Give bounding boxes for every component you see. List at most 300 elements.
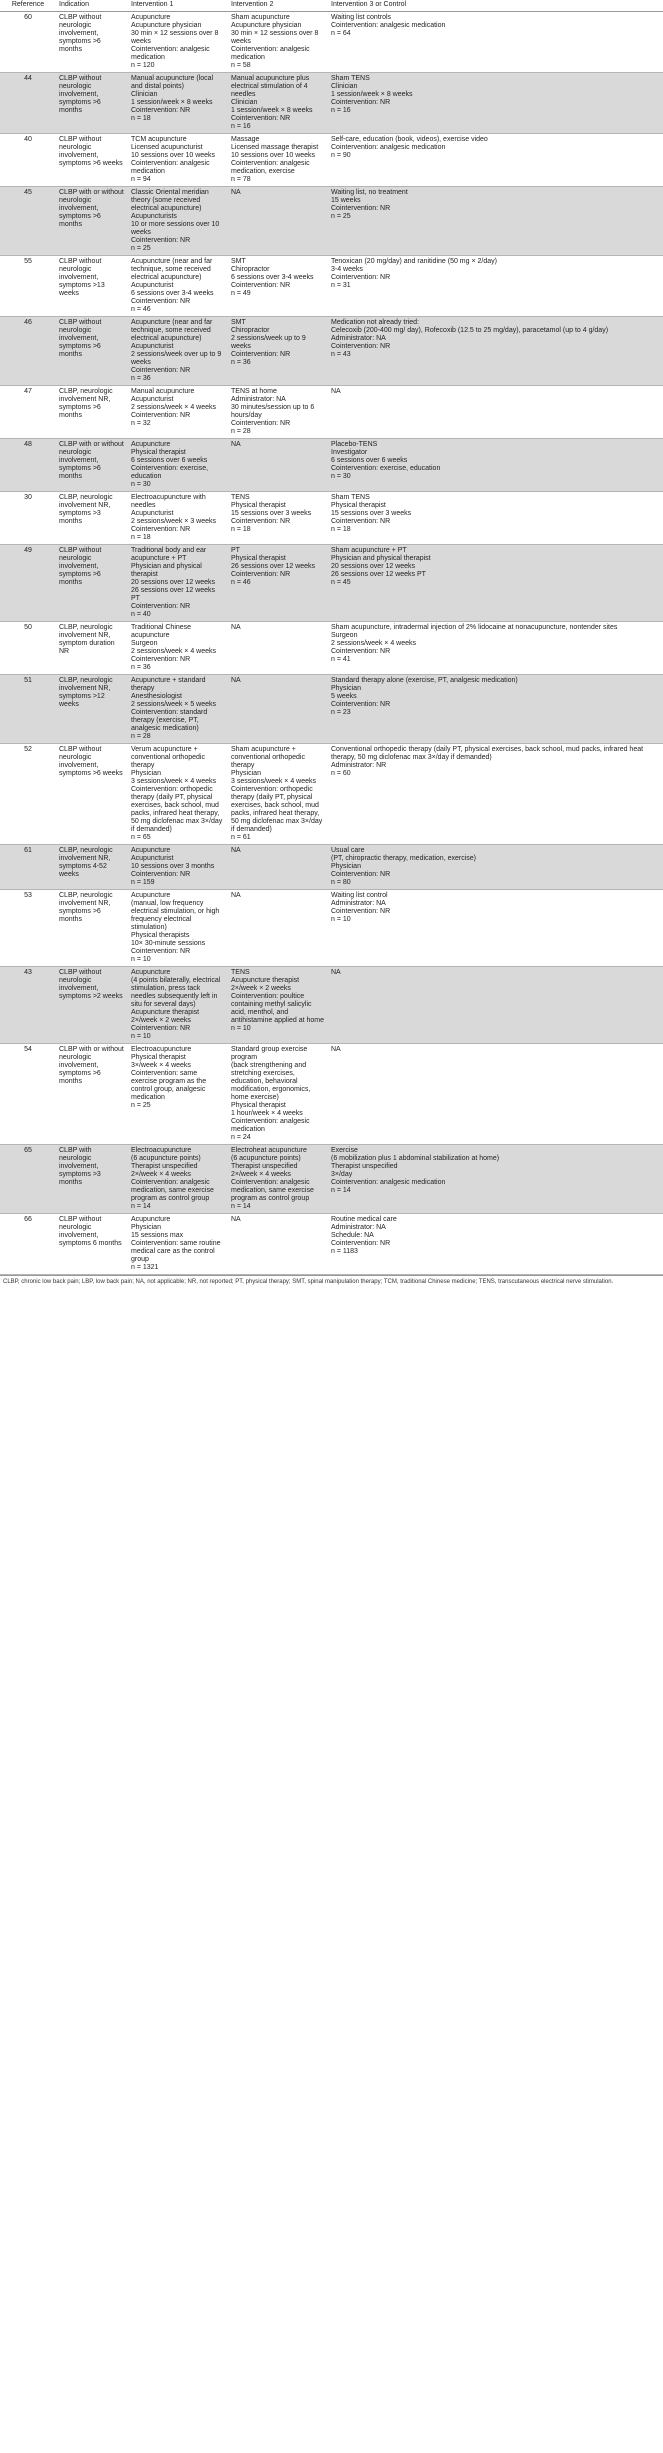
cell-intervention-2 (228, 12, 328, 73)
cell-intervention-2 (228, 134, 328, 187)
cell-indication: CLBP without neurologic involvement, symptoms >6 weeks (56, 134, 128, 187)
cell-line: 15 weeks (331, 197, 361, 204)
cell-line: n = 78 (231, 176, 251, 183)
cell-line: Cointervention: analgesic medication (331, 22, 446, 29)
cell-line: Routine medical care (331, 1216, 397, 1223)
cell-reference: 50 (0, 622, 56, 675)
cell-indication: CLBP, neurologic involvement NR, symptom duration NR (56, 622, 128, 675)
cell-line: 15 sessions max (131, 1232, 184, 1239)
cell-line: Self-care, education (book, videos), exercise video (331, 136, 488, 143)
cell-line: Cointervention: NR (131, 526, 191, 533)
cell-line: TCM acupuncture (131, 136, 187, 143)
cell-line: Physical therapist (231, 1102, 286, 1109)
cell-line: Physician and physical therapist (331, 555, 431, 562)
table-row (0, 12, 663, 73)
cell-line: n = 40 (131, 611, 151, 618)
cell-line: (4 points bilaterally, electrical stimulation, press tack needles subsequently left in situ for several days) (131, 977, 221, 1008)
cell-line: Cointervention: analgesic medication (331, 1179, 446, 1186)
cell-intervention-2 (228, 317, 328, 386)
cell-line: Physical therapist (131, 449, 186, 456)
cell-line: n = 28 (131, 733, 151, 740)
cell-line: 3×/day (331, 1171, 353, 1178)
header-intervention-2: Intervention 2 (228, 0, 328, 12)
cell-line: 26 sessions over 12 weeks PT (331, 571, 426, 578)
table-body (0, 12, 663, 1275)
cell-indication: CLBP with or without neurologic involvement, symptoms >6 months (56, 439, 128, 492)
cell-line: Conventional orthopedic therapy (daily PT, physical exercises, back school, mud packs, infrared heat therapy, 50 mg diclofenac max 3×/day if demanded) (331, 746, 644, 761)
cell-intervention-1 (128, 386, 228, 439)
cell-line: Physical therapists (131, 932, 190, 939)
cell-line: SMT (231, 319, 246, 326)
cell-line: Cointervention: analgesic medication (331, 144, 446, 151)
header-reference: Reference (0, 0, 56, 12)
table-row (0, 545, 663, 622)
cell-line: 6 sessions over 3-4 weeks (131, 290, 214, 297)
cell-line: (6 mobilization plus 1 abdominal stabilization at home) (331, 1155, 500, 1162)
cell-line: Physician (331, 685, 361, 692)
cell-line: Acupuncture (near and far technique, some received electrical acupuncture) (131, 319, 213, 342)
cell-line: Physical therapist (331, 502, 386, 509)
cell-line: Acupuncturist (131, 282, 174, 289)
cell-line: 10 sessions over 3 months (131, 863, 215, 870)
cell-line: Waiting list control (331, 892, 388, 899)
cell-reference: 49 (0, 545, 56, 622)
cell-line: Sham acupuncture + conventional orthopedic therapy (231, 746, 305, 769)
cell-line: Cointervention: analgesic medication (231, 1118, 310, 1133)
cell-intervention-1 (128, 439, 228, 492)
cell-line: n = 32 (131, 420, 151, 427)
cell-intervention-3 (328, 256, 663, 317)
cell-line: NA (331, 1046, 341, 1053)
cell-line: 2 sessions/week × 4 weeks (131, 648, 217, 655)
cell-line: Cointervention: NR (231, 282, 291, 289)
cell-line: Massage (231, 136, 260, 143)
cell-line: Cointervention: NR (331, 871, 391, 878)
cell-intervention-3 (328, 622, 663, 675)
cell-line: Sham acupuncture (231, 14, 290, 21)
cell-line: n = 36 (131, 375, 151, 382)
cell-intervention-3 (328, 12, 663, 73)
cell-line: Physician (231, 770, 261, 777)
cell-line: n = 18 (331, 526, 351, 533)
cell-intervention-2 (228, 622, 328, 675)
cell-line: Acupuncture (131, 14, 171, 21)
cell-line: Chiropractor (231, 266, 270, 273)
cell-reference: 45 (0, 187, 56, 256)
table-row (0, 967, 663, 1044)
table-header (0, 0, 663, 12)
cell-intervention-2 (228, 439, 328, 492)
cell-line: Administrator: NA (331, 1224, 386, 1231)
cell-intervention-1 (128, 73, 228, 134)
cell-line: 30 min × 12 sessions over 8 weeks (131, 30, 219, 45)
cell-line: Acupuncture (131, 969, 171, 976)
cell-indication: CLBP with or without neurologic involvement, symptoms >6 months (56, 187, 128, 256)
cell-line: Acupuncture (131, 441, 171, 448)
cell-line: 30 minutes/session up to 6 hours/day (231, 404, 315, 419)
cell-line: Cointervention: NR (231, 571, 291, 578)
cell-line: Cointervention: standard therapy (exercise, PT, analgesic medication) (131, 709, 208, 732)
cell-intervention-3 (328, 317, 663, 386)
cell-line: NA (231, 189, 241, 196)
cell-reference: 52 (0, 744, 56, 845)
cell-line: Acupuncture (near and far technique, some received electrical acupuncture) (131, 258, 213, 281)
cell-intervention-1 (128, 967, 228, 1044)
cell-line: Physical therapist (231, 502, 286, 509)
cell-line: 1 hour/week × 4 weeks (231, 1110, 303, 1117)
cell-reference: 43 (0, 967, 56, 1044)
cell-line: n = 24 (231, 1134, 251, 1141)
cell-line: Manual acupuncture plus electrical stimulation of 4 needles (231, 75, 310, 98)
cell-line: Cointervention: NR (331, 518, 391, 525)
cell-line: Administrator: NA (231, 396, 286, 403)
cell-line: Cointervention: analgesic medication, same exercise program as control group (231, 1179, 314, 1202)
cell-line: n = 25 (331, 213, 351, 220)
cell-intervention-2 (228, 187, 328, 256)
table-row (0, 622, 663, 675)
cell-line: n = 1183 (331, 1248, 358, 1255)
cell-indication: CLBP with neurologic involvement, symptoms >3 months (56, 1145, 128, 1214)
cell-line: Acupuncturist (131, 510, 174, 517)
cell-line: PT (231, 547, 240, 554)
table-row (0, 317, 663, 386)
cell-reference: 66 (0, 1214, 56, 1275)
cell-line: NA (231, 892, 241, 899)
cell-line: Cointervention: NR (131, 948, 191, 955)
cell-line: Cointervention: orthopedic therapy (daily PT, physical exercises, back school, mud packs, infrared heat therapy, 50 mg diclofenac max 3×/day if demanded) (231, 786, 323, 833)
cell-line: n = 28 (231, 428, 251, 435)
cell-line: Cointervention: NR (331, 648, 391, 655)
table-row (0, 256, 663, 317)
cell-line: n = 43 (331, 351, 351, 358)
cell-line: Sham TENS (331, 494, 370, 501)
cell-line: 6 sessions over 6 weeks (131, 457, 208, 464)
header-intervention-1: Intervention 1 (128, 0, 228, 12)
cell-intervention-1 (128, 622, 228, 675)
cell-indication: CLBP with or without neurologic involvement, symptoms >6 months (56, 1044, 128, 1145)
cell-line: 15 sessions over 3 weeks (231, 510, 312, 517)
header-row (0, 0, 663, 12)
cell-intervention-1 (128, 890, 228, 967)
cell-line: 2×/week × 4 weeks (131, 1171, 191, 1178)
cell-intervention-3 (328, 890, 663, 967)
cell-reference: 30 (0, 492, 56, 545)
cell-intervention-3 (328, 744, 663, 845)
cell-indication: CLBP, neurologic involvement NR, symptoms >6 months (56, 890, 128, 967)
cell-line: 2 sessions/week × 4 weeks (131, 404, 217, 411)
cell-line: NA (231, 1216, 241, 1223)
cell-line: Cointervention: poultice containing methyl salicylic acid, menthol, and antihistamine applied at home (231, 993, 325, 1024)
cell-line: Classic Oriental meridian theory (some received electrical acupuncture) (131, 189, 209, 212)
cell-intervention-2 (228, 1214, 328, 1275)
cell-line: Cointervention: analgesic medication, exercise (231, 160, 310, 175)
cell-line: Acupuncturist (131, 855, 174, 862)
cell-line: n = 159 (131, 879, 155, 886)
cell-indication: CLBP without neurologic involvement, symptoms >6 months (56, 545, 128, 622)
cell-line: TENS at home (231, 388, 277, 395)
cell-reference: 65 (0, 1145, 56, 1214)
table-row (0, 1214, 663, 1275)
cell-line: n = 18 (131, 534, 151, 541)
cell-intervention-1 (128, 1214, 228, 1275)
cell-line: (back strengthening and stretching exercises, education, behavioral modification, ergonomics, home exercise) (231, 1062, 311, 1101)
cell-line: Cointervention: analgesic medication, same exercise program as control group (131, 1179, 214, 1202)
cell-line: Cointervention: NR (331, 1240, 391, 1247)
cell-line: Standard group exercise program (231, 1046, 308, 1061)
cell-line: Cointervention: same exercise program as the control group, analgesic medication (131, 1070, 207, 1101)
cell-intervention-3 (328, 73, 663, 134)
table-row (0, 187, 663, 256)
cell-intervention-1 (128, 675, 228, 744)
cell-line: Manual acupuncture (131, 388, 195, 395)
cell-line: 26 sessions over 12 weeks PT (131, 587, 216, 602)
cell-line: Cointervention: analgesic medication (231, 46, 310, 61)
table-footnote: CLBP, chronic low back pain; LBP, low back pain; NA, not applicable; NR, not reported; PT, physical therapy; SMT, spinal manipulation therapy; TCM, traditional Chinese medicine; TENS, transcutaneous electrical nerve stimulation. (0, 1275, 663, 1286)
cell-line: n = 64 (331, 30, 351, 37)
table-row (0, 1044, 663, 1145)
cell-intervention-1 (128, 256, 228, 317)
cell-line: 3×/week × 4 weeks (131, 1062, 191, 1069)
cell-intervention-3 (328, 967, 663, 1044)
cell-line: Acupuncture (131, 892, 171, 899)
cell-line: 10 sessions over 10 weeks (231, 152, 316, 159)
cell-line: Surgeon (331, 632, 358, 639)
cell-line: Licensed acupuncturist (131, 144, 203, 151)
cell-line: 3 sessions/week × 4 weeks (131, 778, 217, 785)
cell-line: Cointervention: NR (131, 871, 191, 878)
cell-line: n = 14 (331, 1187, 351, 1194)
cell-line: Sham TENS (331, 75, 370, 82)
header-intervention-3: Intervention 3 or Control (328, 0, 663, 12)
cell-reference: 46 (0, 317, 56, 386)
cell-line: n = 14 (131, 1203, 151, 1210)
cell-intervention-2 (228, 845, 328, 890)
cell-line: n = 16 (331, 107, 351, 114)
cell-line: Traditional body and ear acupuncture + PT (131, 547, 207, 562)
table-row (0, 439, 663, 492)
cell-line: n = 14 (231, 1203, 251, 1210)
cell-line: 2×/week × 2 weeks (231, 985, 291, 992)
cell-indication: CLBP without neurologic involvement, symptoms >2 weeks (56, 967, 128, 1044)
cell-line: Acupuncturist (131, 396, 174, 403)
cell-line: n = 23 (331, 709, 351, 716)
cell-line: Physical therapist (131, 1054, 186, 1061)
cell-line: Cointervention: NR (331, 274, 391, 281)
cell-line: n = 10 (131, 1033, 151, 1040)
cell-intervention-3 (328, 675, 663, 744)
cell-intervention-3 (328, 386, 663, 439)
cell-indication: CLBP without neurologic involvement, symptoms >6 months (56, 73, 128, 134)
cell-intervention-2 (228, 256, 328, 317)
cell-line: Waiting list controls (331, 14, 392, 21)
cell-line: Cointervention: NR (131, 1025, 191, 1032)
cell-intervention-1 (128, 492, 228, 545)
cell-line: 3-4 weeks (331, 266, 363, 273)
cell-intervention-1 (128, 845, 228, 890)
cell-line: n = 61 (231, 834, 251, 841)
cell-line: Surgeon (131, 640, 158, 647)
cell-intervention-2 (228, 967, 328, 1044)
cell-intervention-3 (328, 439, 663, 492)
cell-line: Cointervention: NR (331, 205, 391, 212)
cell-line: n = 90 (331, 152, 351, 159)
header-indication: Indication (56, 0, 128, 12)
cell-line: n = 10 (131, 956, 151, 963)
cell-line: Anesthesiologist (131, 693, 182, 700)
cell-line: 2 sessions/week × 4 weeks (331, 640, 417, 647)
table-row (0, 744, 663, 845)
cell-line: n = 25 (131, 245, 151, 252)
cell-line: (PT, chiropractic therapy, medication, exercise) (331, 855, 476, 862)
cell-line: Administrator: NA (331, 900, 386, 907)
cell-indication: CLBP, neurologic involvement NR, symptoms >12 weeks (56, 675, 128, 744)
cell-line: Acupuncture therapist (231, 977, 300, 984)
cell-line: Therapist unspecified (331, 1163, 398, 1170)
cell-line: Cointervention: exercise, education (131, 465, 209, 480)
table-row (0, 386, 663, 439)
cell-line: Medication not already tried: (331, 319, 419, 326)
cell-intervention-3 (328, 1044, 663, 1145)
cell-line: 10 sessions over 10 weeks (131, 152, 216, 159)
cell-line: 2 sessions/week over up to 9 weeks (131, 351, 222, 366)
cell-line: (6 acupuncture points) (131, 1155, 201, 1162)
cell-line: Physician (131, 1224, 161, 1231)
cell-line: Electroacupuncture (131, 1147, 192, 1154)
cell-line: SMT (231, 258, 246, 265)
cell-line: Cointervention: NR (331, 99, 391, 106)
cell-line: n = 120 (131, 62, 155, 69)
cell-line: NA (231, 677, 241, 684)
cell-line: 3 sessions/week × 4 weeks (231, 778, 317, 785)
cell-line: Verum acupuncture + conventional orthopedic therapy (131, 746, 205, 769)
cell-line: 1 session/week × 8 weeks (231, 107, 313, 114)
cell-line: 20 sessions over 12 weeks (331, 563, 416, 570)
cell-intervention-3 (328, 1214, 663, 1275)
cell-indication: CLBP without neurologic involvement, symptoms >6 months (56, 12, 128, 73)
cell-line: Administrator: NR (331, 762, 387, 769)
cell-line: Acupuncture physician (131, 22, 202, 29)
cell-line: n = 45 (331, 579, 351, 586)
cell-line: Cointervention: NR (231, 115, 291, 122)
cell-intervention-3 (328, 492, 663, 545)
cell-line: Sham acupuncture + PT (331, 547, 407, 554)
cell-line: (manual, low frequency electrical stimulation, or high frequency electrical stimulation) (131, 900, 220, 931)
cell-intervention-3 (328, 1145, 663, 1214)
cell-line: Investigator (331, 449, 368, 456)
cell-line: Traditional Chinese acupuncture (131, 624, 192, 639)
cell-intervention-2 (228, 744, 328, 845)
cell-intervention-2 (228, 386, 328, 439)
cell-line: NA (231, 847, 241, 854)
cell-indication: CLBP without neurologic involvement, symptoms >13 weeks (56, 256, 128, 317)
cell-line: 1 session/week × 8 weeks (131, 99, 213, 106)
table-row (0, 845, 663, 890)
cell-line: NA (331, 388, 341, 395)
cell-line: Cointervention: same routine medical care as the control group (131, 1240, 221, 1263)
cell-reference: 53 (0, 890, 56, 967)
cell-reference: 47 (0, 386, 56, 439)
cell-intervention-3 (328, 134, 663, 187)
cell-line: Cointervention: NR (131, 237, 191, 244)
cell-intervention-3 (328, 545, 663, 622)
cell-line: TENS (231, 969, 250, 976)
cell-line: n = 1321 (131, 1264, 159, 1271)
cell-intervention-1 (128, 134, 228, 187)
cell-line: Cointervention: orthopedic therapy (daily PT, physical exercises, back school, mud packs, infrared heat therapy, 50 mg diclofenac max 3×/day if demanded) (131, 786, 223, 833)
cell-line: Electroheat acupuncture (231, 1147, 307, 1154)
cell-line: Administrator: NA (331, 335, 386, 342)
cell-line: n = 80 (331, 879, 351, 886)
cell-line: Cointervention: NR (131, 107, 191, 114)
cell-line: n = 18 (231, 526, 251, 533)
table-row (0, 73, 663, 134)
cell-line: Licensed massage therapist (231, 144, 319, 151)
cell-line: Electroacupuncture (131, 1046, 192, 1053)
cell-line: NA (231, 441, 241, 448)
cell-indication: CLBP without neurologic involvement, symptoms >6 weeks (56, 744, 128, 845)
cell-line: Cointervention: NR (331, 701, 391, 708)
cell-line: 15 sessions over 3 weeks (331, 510, 412, 517)
cell-line: Cointervention: NR (231, 351, 291, 358)
cell-line: Electroacupuncture with needles (131, 494, 206, 509)
cell-line: NA (231, 624, 241, 631)
cell-line: 26 sessions over 12 weeks (231, 563, 316, 570)
cell-indication: CLBP, neurologic involvement NR, symptoms >6 months (56, 386, 128, 439)
cell-intervention-1 (128, 1145, 228, 1214)
cell-line: Acupuncturists (131, 213, 177, 220)
cell-line: Acupuncture physician (231, 22, 302, 29)
cell-intervention-2 (228, 545, 328, 622)
cell-reference: 55 (0, 256, 56, 317)
cell-intervention-2 (228, 492, 328, 545)
cell-line: Cointervention: NR (331, 343, 391, 350)
cell-line: Cointervention: NR (231, 420, 291, 427)
cell-line: NA (331, 969, 341, 976)
cell-line: Cointervention: NR (131, 603, 191, 610)
cell-line: Clinician (131, 91, 158, 98)
cell-line: Physician (131, 770, 161, 777)
cell-intervention-2 (228, 1145, 328, 1214)
cell-intervention-1 (128, 545, 228, 622)
cell-line: n = 46 (231, 579, 251, 586)
cell-line: n = 94 (131, 176, 151, 183)
cell-intervention-1 (128, 187, 228, 256)
cell-line: n = 58 (231, 62, 251, 69)
cell-line: n = 30 (131, 481, 151, 488)
cell-indication: CLBP without neurologic involvement, symptoms >6 months (56, 317, 128, 386)
cell-line: n = 36 (231, 359, 251, 366)
cell-line: Physician and physical therapist (131, 563, 202, 578)
table-row (0, 492, 663, 545)
cell-line: Cointervention: analgesic medication (131, 160, 210, 175)
cell-line: 10 or more sessions over 10 weeks (131, 221, 220, 236)
table-row (0, 890, 663, 967)
cell-line: Chiropractor (231, 327, 270, 334)
cell-intervention-1 (128, 1044, 228, 1145)
table-row (0, 675, 663, 744)
cell-line: n = 46 (131, 306, 151, 313)
cell-reference: 48 (0, 439, 56, 492)
cell-line: 30 min × 12 sessions over 8 weeks (231, 30, 319, 45)
cell-line: n = 10 (231, 1025, 251, 1032)
cell-line: Placebo-TENS (331, 441, 378, 448)
cell-line: n = 41 (331, 656, 351, 663)
cell-reference: 44 (0, 73, 56, 134)
cell-line: Physician (331, 863, 361, 870)
cell-line: n = 49 (231, 290, 251, 297)
cell-line: n = 16 (231, 123, 251, 130)
cell-intervention-1 (128, 744, 228, 845)
